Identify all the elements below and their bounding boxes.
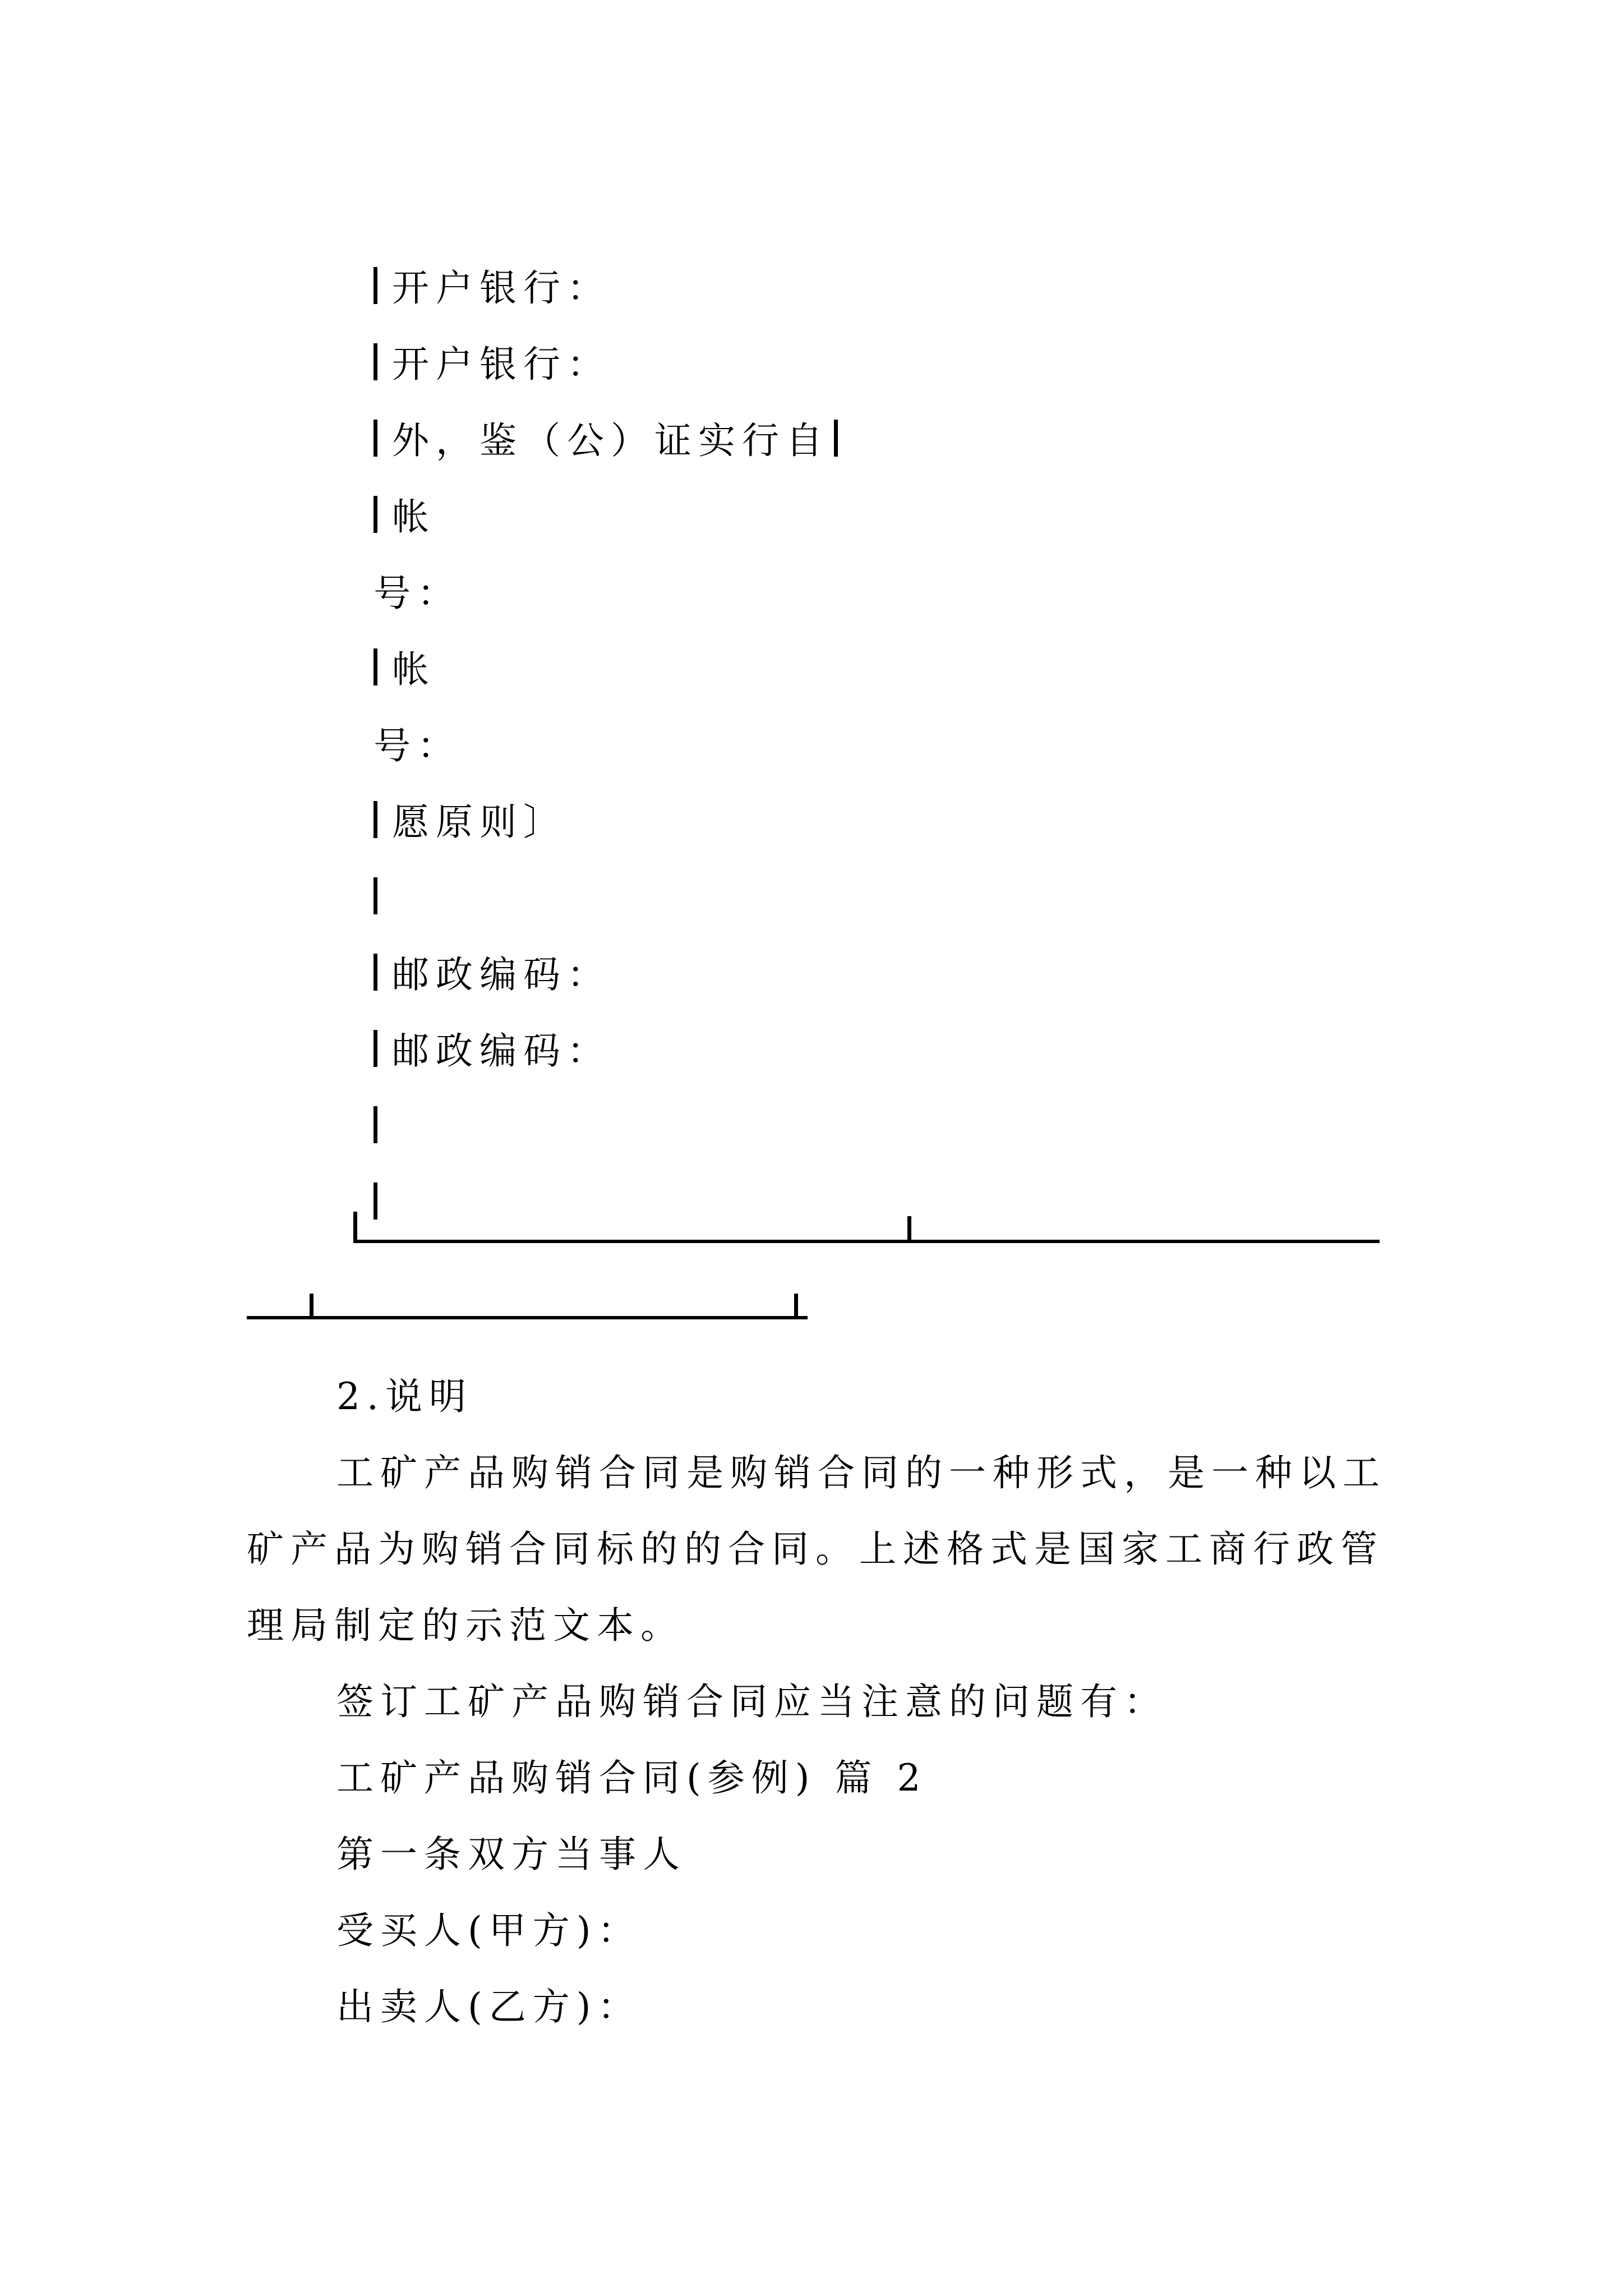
form-row-bank-1 bbox=[336, 221, 611, 310]
buyer-label: 受买人(甲方)： bbox=[336, 1909, 642, 1952]
table-bottom-border bbox=[353, 1240, 1380, 1243]
paragraph-line: 工矿产品购销合同是购销合同的一种形式，是一种以工 bbox=[336, 1451, 1386, 1494]
account-label: 帐 bbox=[391, 495, 436, 539]
form-row-account-2 bbox=[336, 602, 436, 691]
seller-label: 出卖人(乙方)： bbox=[336, 1985, 642, 2028]
section-heading: 2.说明 bbox=[336, 1375, 473, 1418]
notary-text: 外，鉴（公）证实行自 bbox=[391, 419, 829, 462]
table-border-left bbox=[374, 1182, 377, 1220]
form-row-postcode-2 bbox=[336, 984, 611, 1073]
account-number-label: 号： bbox=[373, 572, 461, 615]
form-row-empty-2 bbox=[336, 1060, 392, 1105]
form-row-empty-3 bbox=[336, 1137, 392, 1181]
form-row-notary bbox=[336, 374, 838, 462]
form-row-account-number-2 bbox=[336, 679, 461, 767]
table-bottom-border-continued bbox=[247, 1316, 808, 1319]
postcode-label: 邮政编码： bbox=[391, 953, 611, 996]
form-row-voluntary bbox=[336, 755, 567, 844]
table-divider-tick bbox=[310, 1294, 313, 1319]
account-number-label: 号： bbox=[373, 724, 461, 767]
paragraph-line: 矿产品为购销合同标的的合同。上述格式是国家工商行政管 bbox=[247, 1527, 1384, 1571]
bank-label: 开户银行： bbox=[391, 266, 611, 310]
article-heading: 第一条双方当事人 bbox=[336, 1833, 686, 1876]
table-corner-bottom-left bbox=[353, 1212, 357, 1243]
table-border-right bbox=[834, 420, 838, 457]
form-row-empty-1 bbox=[336, 831, 392, 876]
table-corner-bottom-right bbox=[794, 1294, 798, 1319]
form-row-postcode-1 bbox=[336, 908, 611, 996]
paragraph-line: 理局制定的示范文本。 bbox=[247, 1604, 684, 1647]
notes-heading: 签订工矿产品购销合同应当注意的问题有： bbox=[336, 1680, 1168, 1723]
voluntary-text: 愿原则〕 bbox=[391, 800, 567, 844]
contract-title: 工矿产品购销合同(参例) 篇 2 bbox=[336, 1756, 928, 1800]
bank-label: 开户银行： bbox=[391, 343, 611, 386]
form-row-account-1 bbox=[336, 450, 436, 539]
form-row-account-number-1 bbox=[336, 526, 461, 615]
form-row-bank-2 bbox=[336, 297, 611, 386]
account-label: 帐 bbox=[391, 648, 436, 691]
table-divider-tick bbox=[907, 1216, 911, 1243]
postcode-label: 邮政编码： bbox=[391, 1029, 611, 1073]
